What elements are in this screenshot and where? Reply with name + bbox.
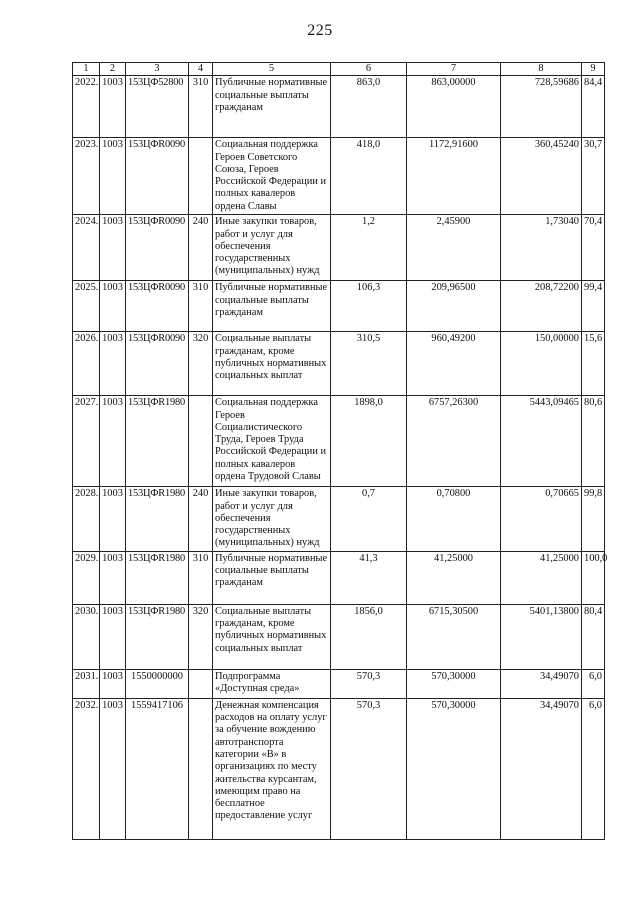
executed-amount-cell: 34,49070 [501, 698, 582, 839]
expense-type-cell: 310 [189, 281, 213, 332]
executed-amount-cell: 34,49070 [501, 669, 582, 698]
expense-type-cell: 320 [189, 332, 213, 396]
approved-amount-cell: 1898,0 [331, 396, 407, 487]
execution-percent-cell: 15,6 [582, 332, 605, 396]
executed-amount-cell: 0,70665 [501, 487, 582, 551]
approved-amount-cell: 418,0 [331, 138, 407, 215]
header-cell: 9 [582, 63, 605, 76]
row-number-cell: 2028. [73, 487, 100, 551]
approved-amount-cell: 1,2 [331, 215, 407, 281]
budget-amount-cell: 6757,26300 [407, 396, 501, 487]
section-code-cell: 1003 [100, 669, 126, 698]
description-cell: Социальные выплаты гражданам, кроме публичных нормативных социальных выплат [213, 332, 331, 396]
budget-table [72, 62, 608, 840]
target-article-cell: 1559417106 [126, 698, 189, 839]
approved-amount-cell: 0,7 [331, 487, 407, 551]
execution-percent-cell: 100,0 [582, 551, 605, 604]
executed-amount-cell: 1,73040 [501, 215, 582, 281]
table-row [73, 281, 605, 332]
header-cell: 7 [407, 63, 501, 76]
header-cell: 5 [213, 63, 331, 76]
section-code-cell: 1003 [100, 698, 126, 839]
execution-percent-cell: 84,4 [582, 76, 605, 138]
page-number: 225 [307, 22, 333, 39]
target-article-cell: 153ЦФR1980 [126, 487, 189, 551]
row-number-cell: 2031. [73, 669, 100, 698]
description-cell: Социальная поддержка Героев Социалистического Труда, Героев Труда Российской Федерации и полных кавалеров ордена Трудовой Славы [213, 396, 331, 487]
approved-amount-cell: 1856,0 [331, 604, 407, 669]
description-cell: Иные закупки товаров, работ и услуг для обеспечения государственных (муниципальных) нужд [213, 487, 331, 551]
section-code-cell: 1003 [100, 138, 126, 215]
budget-amount-cell: 2,45900 [407, 215, 501, 281]
table-row [73, 604, 605, 669]
target-article-cell: 153ЦФR1980 [126, 396, 189, 487]
executed-amount-cell: 208,72200 [501, 281, 582, 332]
executed-amount-cell: 360,45240 [501, 138, 582, 215]
description-cell: Публичные нормативные социальные выплаты гражданам [213, 551, 331, 604]
expense-type-cell [189, 669, 213, 698]
target-article-cell: 1550000000 [126, 669, 189, 698]
expense-type-cell: 310 [189, 551, 213, 604]
section-code-cell: 1003 [100, 215, 126, 281]
budget-amount-cell: 1172,91600 [407, 138, 501, 215]
row-number-cell: 2026. [73, 332, 100, 396]
description-cell: Публичные нормативные социальные выплаты гражданам [213, 76, 331, 138]
row-number-cell: 2032. [73, 698, 100, 839]
row-number-cell: 2023. [73, 138, 100, 215]
table-row [73, 138, 605, 215]
table-row [73, 76, 605, 138]
budget-amount-cell: 570,30000 [407, 698, 501, 839]
table-row [73, 669, 605, 698]
execution-percent-cell: 80,6 [582, 396, 605, 487]
execution-percent-cell: 99,4 [582, 281, 605, 332]
section-code-cell: 1003 [100, 604, 126, 669]
description-cell: Социальные выплаты гражданам, кроме публичных нормативных социальных выплат [213, 604, 331, 669]
target-article-cell: 153ЦФR0090 [126, 215, 189, 281]
target-article-cell: 153ЦФR0090 [126, 138, 189, 215]
table-row [73, 551, 605, 604]
execution-percent-cell: 6,0 [582, 698, 605, 839]
approved-amount-cell: 310,5 [331, 332, 407, 396]
executed-amount-cell: 5401,13800 [501, 604, 582, 669]
budget-amount-cell: 570,30000 [407, 669, 501, 698]
description-cell: Социальная поддержка Героев Советского Союза, Героев Российской Федерации и полных кавалеров ордена Славы [213, 138, 331, 215]
expense-type-cell: 240 [189, 215, 213, 281]
executed-amount-cell: 728,59686 [501, 76, 582, 138]
budget-amount-cell: 0,70800 [407, 487, 501, 551]
header-cell: 2 [100, 63, 126, 76]
expense-type-cell: 310 [189, 76, 213, 138]
budget-amount-cell: 863,00000 [407, 76, 501, 138]
row-number-cell: 2024. [73, 215, 100, 281]
section-code-cell: 1003 [100, 396, 126, 487]
target-article-cell: 153ЦФR0090 [126, 332, 189, 396]
expense-type-cell: 240 [189, 487, 213, 551]
target-article-cell: 153ЦФR0090 [126, 281, 189, 332]
budget-amount-cell: 960,49200 [407, 332, 501, 396]
expense-type-cell [189, 396, 213, 487]
table-row [73, 487, 605, 551]
section-code-cell: 1003 [100, 551, 126, 604]
section-code-cell: 1003 [100, 281, 126, 332]
budget-amount-cell: 6715,30500 [407, 604, 501, 669]
target-article-cell: 153ЦФR1980 [126, 551, 189, 604]
row-number-cell: 2025. [73, 281, 100, 332]
row-number-cell: 2022. [73, 76, 100, 138]
description-cell: Иные закупки товаров, работ и услуг для обеспечения государственных (муниципальных) нужд [213, 215, 331, 281]
target-article-cell: 153ЦФ52800 [126, 76, 189, 138]
row-number-cell: 2027. [73, 396, 100, 487]
description-cell: Подпрограмма «Доступная среда» [213, 669, 331, 698]
row-number-cell: 2030. [73, 604, 100, 669]
executed-amount-cell: 150,00000 [501, 332, 582, 396]
header-cell: 1 [73, 63, 100, 76]
budget-amount-cell: 41,25000 [407, 551, 501, 604]
approved-amount-cell: 863,0 [331, 76, 407, 138]
execution-percent-cell: 30,7 [582, 138, 605, 215]
header-cell: 4 [189, 63, 213, 76]
table-row [73, 698, 605, 839]
header-row [73, 63, 605, 76]
section-code-cell: 1003 [100, 487, 126, 551]
expense-type-cell [189, 698, 213, 839]
target-article-cell: 153ЦФR1980 [126, 604, 189, 669]
header-cell: 8 [501, 63, 582, 76]
executed-amount-cell: 5443,09465 [501, 396, 582, 487]
approved-amount-cell: 106,3 [331, 281, 407, 332]
execution-percent-cell: 70,4 [582, 215, 605, 281]
approved-amount-cell: 570,3 [331, 698, 407, 839]
table-row [73, 215, 605, 281]
table-row [73, 396, 605, 487]
header-cell: 6 [331, 63, 407, 76]
execution-percent-cell: 99,8 [582, 487, 605, 551]
budget-amount-cell: 209,96500 [407, 281, 501, 332]
description-cell: Денежная компенсация расходов на оплату услуг за обучение вождению автотранспорта категории «В» в организациях по месту жительства курсантам, имеющим право на бесплатное предоставление услуг [213, 698, 331, 839]
table-row [73, 332, 605, 396]
section-code-cell: 1003 [100, 332, 126, 396]
executed-amount-cell: 41,25000 [501, 551, 582, 604]
execution-percent-cell: 6,0 [582, 669, 605, 698]
header-cell: 3 [126, 63, 189, 76]
expense-type-cell: 320 [189, 604, 213, 669]
description-cell: Публичные нормативные социальные выплаты гражданам [213, 281, 331, 332]
approved-amount-cell: 41,3 [331, 551, 407, 604]
approved-amount-cell: 570,3 [331, 669, 407, 698]
execution-percent-cell: 80,4 [582, 604, 605, 669]
row-number-cell: 2029. [73, 551, 100, 604]
section-code-cell: 1003 [100, 76, 126, 138]
expense-type-cell [189, 138, 213, 215]
